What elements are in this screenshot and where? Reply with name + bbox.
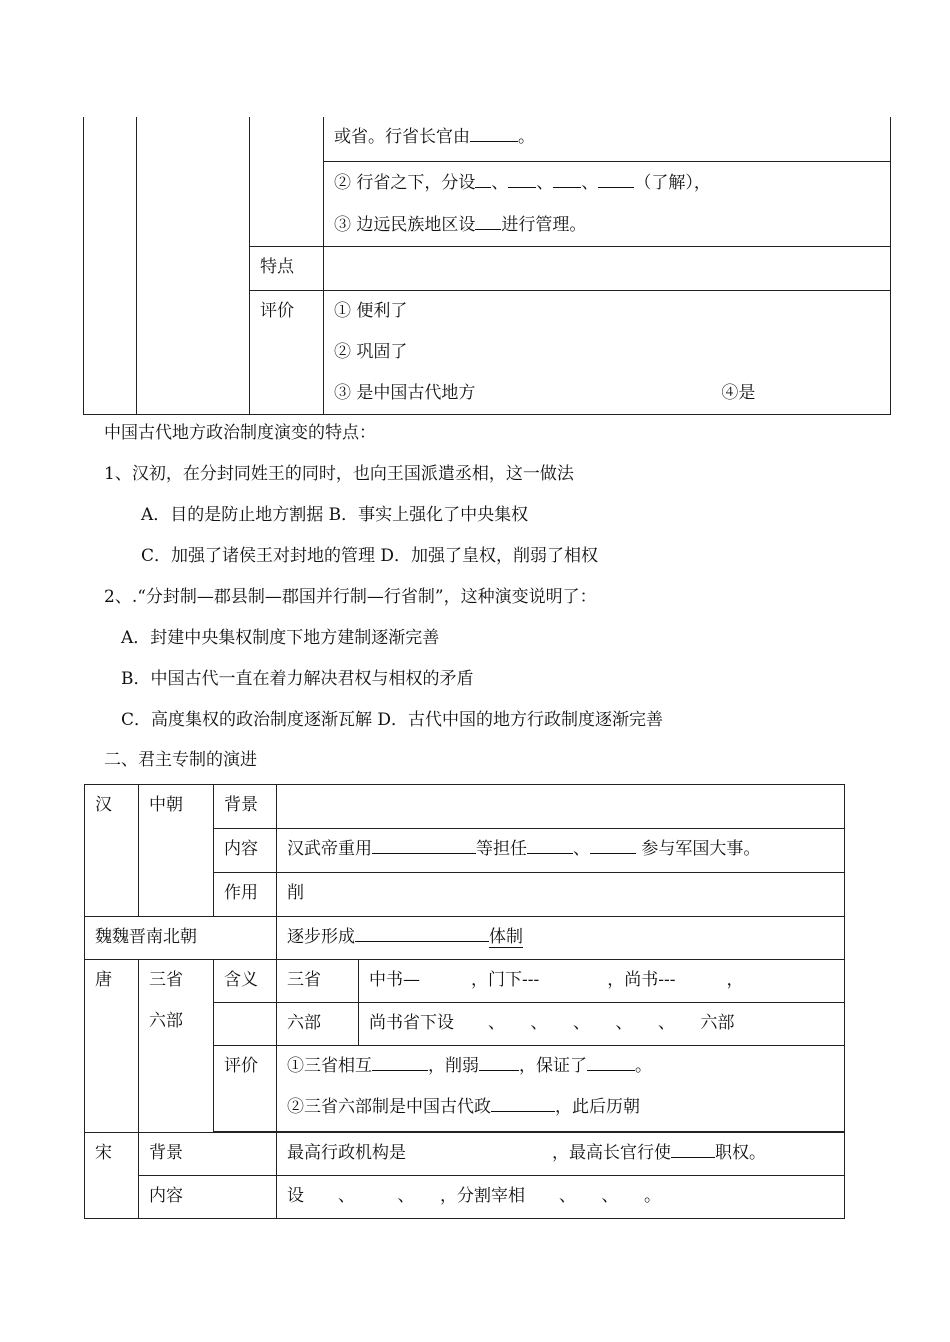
question-1: 1、汉初，在分封同姓王的同时，也向王国派遣丞相，这一做法 [104,464,574,484]
blank [598,170,634,188]
eval1-a: ①三省相互 [287,1056,372,1076]
feature-cell [324,246,891,290]
empty-cell [137,117,250,414]
province-official-cell [324,117,891,161]
weijin-cell: 魏魏晋南北朝 [85,917,277,960]
song-bg-c: 职权。 [715,1143,766,1163]
empty-cell [84,117,137,414]
tang-cell: 唐 [85,960,139,1133]
blank [587,1053,635,1071]
local-system-table [83,117,891,415]
song-content-label: 内容 [139,1176,277,1219]
liubu-text-cell: 尚书省下设 、 、 、 、 、 六部 [359,1003,845,1046]
section-2-heading: 二、君主专制的演进 [104,750,257,770]
eval-2: ② 巩固了 [334,341,408,362]
song-bg-a: 最高行政机构是 [287,1143,406,1163]
blank [475,170,491,188]
han-effect-cell: 削 [277,873,845,917]
sansheng-label: 三省 [149,970,183,990]
period: 。 [518,127,535,147]
liubu-label: 六部 [149,1011,183,1031]
zhongchao-cell: 中朝 [139,785,214,917]
meaning-label: 含义 [214,960,277,1003]
tang-eval-cell [277,1046,845,1132]
question-2: 2、.“分封制—郡县制—郡国并行制—行省制”，这种演变说明了： [104,587,597,607]
empty-cell [214,1003,277,1046]
blank [355,924,489,942]
eval-4: ④是 [721,382,756,403]
han-content-cell [277,829,845,873]
han-content-b: 等担任 [476,839,527,859]
monarchy-table [84,784,845,1219]
eval-3: ③ 是中国古代地方 [334,382,476,403]
eval1-b: ，削弱 [428,1056,479,1076]
eval-label: 评价 [250,290,324,414]
subdivision-text: ② 行省之下，分设 [334,172,476,193]
q2-option-b: B．中国古代一直在着力解决君权与相权的矛盾 [121,669,474,689]
blank [590,836,636,854]
sep: 、 [573,839,590,859]
song-cell: 宋 [85,1133,139,1219]
han-cell: 汉 [85,785,139,917]
blank [508,170,536,188]
weijin-text-cell [277,917,845,960]
sep: 、 [536,172,554,193]
subdivision-end: （了解）， [634,172,711,193]
eval2-b: ，此后历朝 [555,1097,640,1117]
sep: 、 [581,172,599,193]
han-bg-label: 背景 [214,785,277,829]
eval2-a: ②三省六部制是中国古代政 [287,1097,491,1117]
section-heading: 中国古代地方政治制度演变的特点： [104,423,376,443]
han-bg-cell [277,785,845,829]
weijin-text: 逐步形成 [287,927,355,947]
sansheng-liubu-cell [139,960,214,1133]
q2-options-cd: C．高度集权的政治制度逐渐瓦解 D．古代中国的地方行政制度逐渐完善 [121,710,664,730]
eval1-d: 。 [635,1056,652,1076]
feature-label: 特点 [250,246,324,290]
empty-cell [250,117,324,246]
song-bg-b: ，最高长官行使 [552,1143,671,1163]
blank [553,170,581,188]
q1-options-cd: C．加强了诸侯王对封地的管理 D．加强了皇权，削弱了相权 [141,546,599,566]
blank [479,1053,519,1071]
blank [491,1094,555,1112]
q2-option-a: A．封建中央集权制度下地方建制逐渐完善 [121,628,440,648]
blank [527,836,573,854]
tang-eval-label: 评价 [214,1046,277,1132]
blank [372,836,476,854]
blank [470,124,518,142]
sansheng-text-cell: 中书— ，门下--- ，尚书--- ， [359,960,845,1003]
liubu-sub-label: 六部 [277,1003,359,1046]
song-bg-cell [277,1133,845,1176]
frontier-end: 进行管理。 [501,214,587,235]
eval-cell [324,290,891,414]
han-content-c: 参与军国大事。 [641,839,761,859]
han-content-a: 汉武帝重用 [287,839,372,859]
song-content-cell: 设 、 、 ，分割宰相 、 、 。 [277,1176,845,1219]
han-effect-label: 作用 [214,873,277,917]
blank [372,1053,428,1071]
eval-1: ① 便利了 [334,300,408,321]
q1-options-ab: A．目的是防止地方割据 B．事实上强化了中央集权 [141,505,529,525]
eval1-c: ，保证了 [519,1056,587,1076]
blank [475,212,501,230]
blank [671,1140,715,1158]
province-official-text: 或省。行省长官由 [334,127,470,147]
weijin-tizhi: 体制 [489,927,523,947]
sansheng-sub-label: 三省 [277,960,359,1003]
province-subdivision-cell [324,161,891,246]
song-bg-label: 背景 [139,1133,277,1176]
frontier-text: ③ 边远民族地区设 [334,214,476,235]
han-content-label: 内容 [214,829,277,873]
sep: 、 [491,172,509,193]
